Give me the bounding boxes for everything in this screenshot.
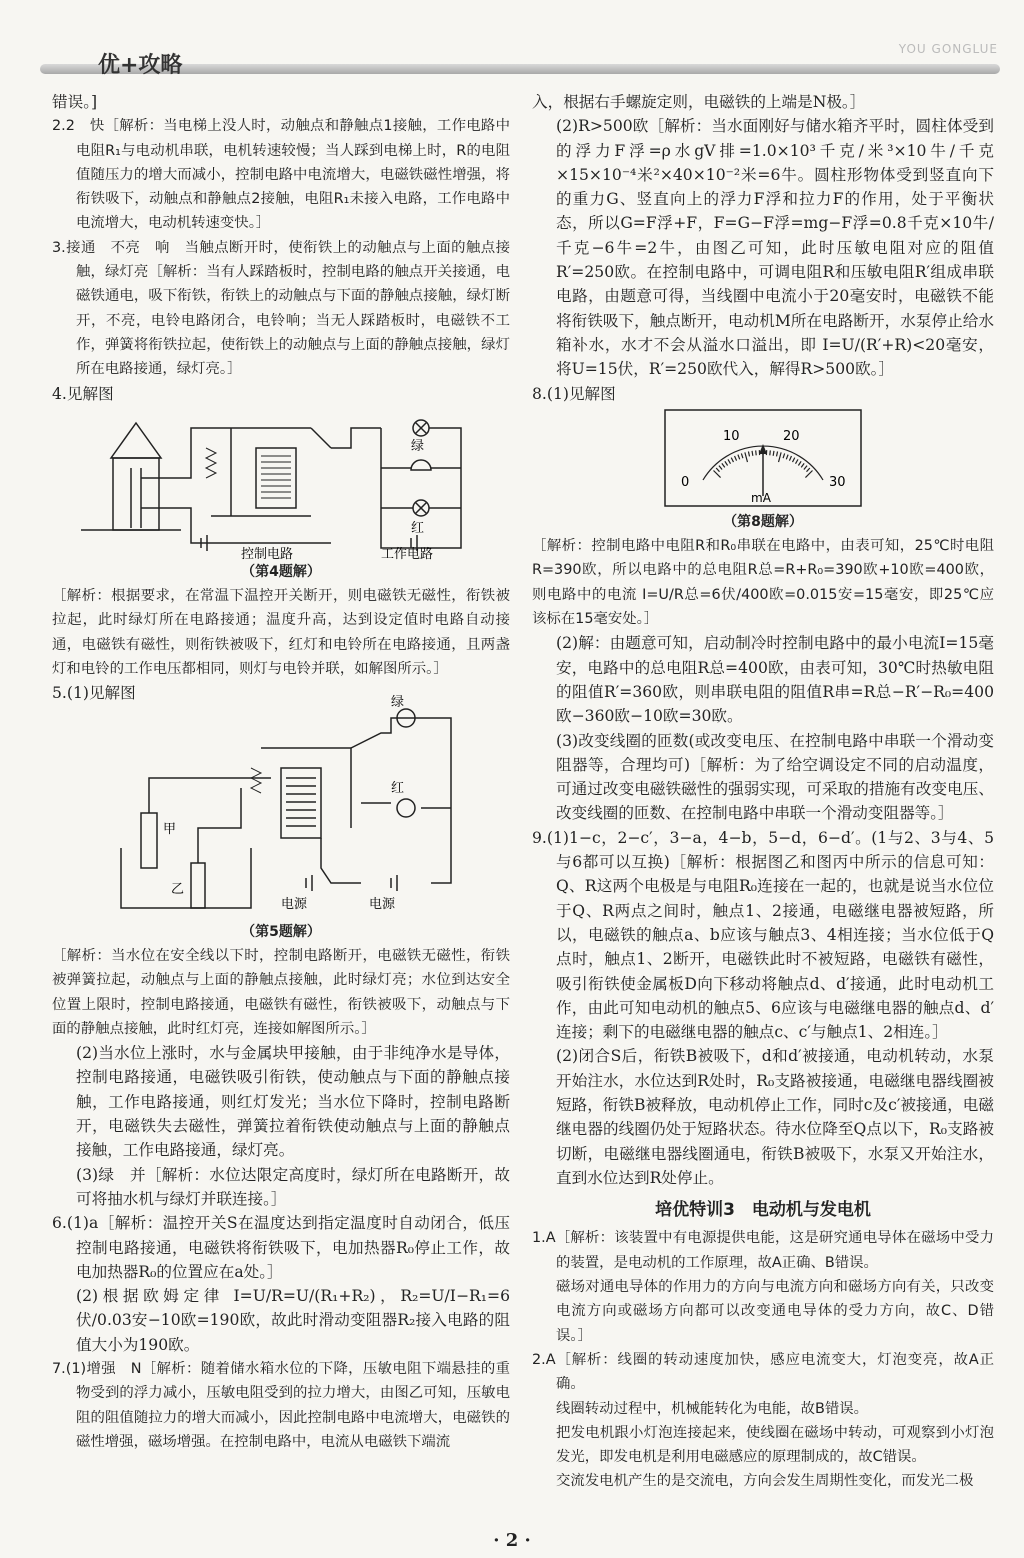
figure-4-circuit xyxy=(81,408,481,562)
scale-tick xyxy=(789,456,791,461)
scale-tick xyxy=(716,468,719,472)
answer-text: 入，根据右手螺旋定则，电磁铁的上端是N极。］ xyxy=(532,93,866,111)
tick-label-0: 0 xyxy=(681,474,690,490)
section-answer-1: 1.A［解析：该装置中有电源提供电能，这是研究通电导体在磁场中受力的装置，是电动机的工作原理，故A正确、B错误。 xyxy=(532,1230,994,1271)
answer-5-part3: (3)绿 并［解析：水位达限定高度时，绿灯所在电路断开，故可将抽水机与绿灯并联连接。］ xyxy=(76,1165,510,1208)
section-answer-2c: 把发电机跟小灯泡连接起来，使线圈在磁场中转动，可观察到小灯泡发光，即发电机是利用电磁感应的原理制成的，故C错误。 xyxy=(556,1424,994,1466)
control-circuit-label: 控制电路 xyxy=(241,546,294,562)
answer-4-explanation: ［解析：根据要求，在常温下温控开关断开，则电磁铁无磁性，衔铁被拉起，此时绿灯所在电路接通；温度升高，达到设定值时电路自动接通，电磁铁有磁性，则衔铁被吸下，红灯和电铃所在电路接通，且两盏灯和电铃的工作电压都相同，则灯与电铃并联，如解图所示。］ xyxy=(52,588,510,678)
answer-4: 4.见解图 xyxy=(52,384,114,403)
header-bar xyxy=(40,64,1000,74)
answer-5: 5.(1)见解图 xyxy=(52,684,136,703)
section-answer-2: 2.A［解析：线圈的转动速度加快，感应电流变大，灯泡变亮，故A正确。 xyxy=(532,1351,994,1393)
work-circuit-label: 工作电路 xyxy=(381,546,434,562)
answer-3: 3.接通 不亮 响 当触点断开时，使衔铁上的动触点与上面的触点接触，绿灯亮［解析：当有人踩踏板时，控制电路的触点开关接通，电磁铁通电，吸下衔铁，衔铁上的动触点与下面的静触点接触，绿灯断开，不亮，电铃电路闭合，电铃响；当无人踩踏板时，电磁铁不工作，弹簧将衔铁拉起，使衔铁上的动触点与上面的静触点接触，绿灯所在电路接通，绿灯亮。］ xyxy=(52,239,510,378)
scale-tick xyxy=(719,465,722,469)
answer-8-part2: (2)解：由题意可知，启动制冷时控制电路中的最小电流I=15毫安，电路中的总电阻R总=400欧，由表可知，30℃时热敏电阻的阻值R′=360欧，则串联电阻的阻值R串=R总−R′−R₀=400欧−360欧−10欧=30欧。 xyxy=(556,634,994,726)
scale-tick xyxy=(738,455,740,460)
scale-tick xyxy=(756,450,757,455)
scale-tick xyxy=(783,453,785,458)
scale-tick xyxy=(741,453,743,458)
figure-5-caption: （第5题解） xyxy=(241,923,321,940)
scale-tick xyxy=(773,451,774,456)
scale-tick xyxy=(748,451,749,456)
answer-5-part2: (2)当水位上涨时，水与金属块甲接触，由于非纯净水是导体，控制电路接通，电磁铁吸引衔铁，使动触点与下面的静触点接触，工作电路接通，则红灯发光；当水位下降时，控制电路断开，电磁铁失去磁性，弹簧拉着衔铁使动触点与上面的静触点接触，工作电路接通，绿灯亮。 xyxy=(76,1044,510,1160)
answer-text: 错误。] xyxy=(52,93,98,111)
power-source-2: 电源 xyxy=(369,896,396,912)
scale-tick xyxy=(728,459,731,463)
metal-block-jia: 甲 xyxy=(163,821,177,837)
scale-tick xyxy=(801,463,804,467)
scale-tick xyxy=(796,459,799,463)
figure-8-ammeter xyxy=(663,408,863,508)
red-lamp-label: 红 xyxy=(411,520,425,536)
scale-tick xyxy=(735,456,737,461)
answer-6-part2: (2)根据欧姆定律 I=U/R=U/(R₁+R₂)，R₂=U/I−R₁=6伏/0.03安−10欧=190欧，故此时滑动变阻器R₂接入电路的阻值大小为190欧。 xyxy=(76,1287,510,1354)
scale-tick xyxy=(731,457,733,461)
section-answer-1b: 磁场对通电导体的作用力的方向与电流方向和磁场方向有关，只改变电流方向或磁场方向都可以改变通电导体的受力方向，故C、D错误。］ xyxy=(556,1279,994,1344)
answer-8: 8.(1)见解图 xyxy=(532,384,616,403)
section-title: 培优特训3 电动机与发电机 xyxy=(655,1200,871,1221)
scale-tick xyxy=(770,450,771,455)
page-number: · 2 · xyxy=(493,1530,531,1551)
scale-tick xyxy=(777,451,778,456)
running-header: YOU GONGLUE xyxy=(898,42,998,56)
scale-tick xyxy=(793,457,795,461)
answer-5-explanation: ［解析：当水位在安全线以下时，控制电路断开，电磁铁无磁性，衔铁被弹簧拉起，动触点与上面的静触点接触，此时绿灯亮；水位到达安全位置上限时，控制电路接通，电磁铁有磁性，衔铁被吸下，动触点与下面的静触点接触，此时红灯亮，连接如解图所示。］ xyxy=(52,947,510,1037)
scale-tick xyxy=(745,452,748,462)
page-header xyxy=(0,0,1024,92)
answer-2: 2.2 快［解析：当电梯上没人时，动触点和静触点1接触，工作电路中电阻R₁与电动机串联，电机转速较慢；当人踩到电梯上时，R的电阻值随压力的增大而减小，控制电路中电流增大，电磁铁磁性增强，将衔铁吸下，动触点和静触点2接触，电阻R₁未接入电路，工作电路中电流增大，电动机转速变快。］ xyxy=(52,118,510,232)
section-answer-2b: 线圈转动过程中，机械能转化为电能，故B错误。 xyxy=(556,1400,869,1417)
scale-tick xyxy=(804,465,807,469)
left-column xyxy=(52,90,510,1454)
answer-9-part1: 9.(1)1−c，2−c′，3−a，4−b，5−d，6−d′。(1与2、3与4、5与6都可以互换)［解析：根据图乙和图丙中所示的信息可知：Q、R这两个电极是与电阻R₀连接在一起的，也就是说当水位位于Q、R两点之间时，触点1、2接通，电磁继电器被短路，所以，电磁铁的触点a、b应该与触点3、4相连接；当水位低于Q点时，触点1、2断开，电磁铁此时不被短路，电磁铁有磁性，吸引衔铁使金属板D向下移动将触点d、d′接通，此时电动机工作，由此可知电动机的触点5、6应该与电磁继电器的触点d、d′连接；剩下的电磁继电器的触点c、c′与触点1、2相连。］ xyxy=(532,828,994,1042)
right-column xyxy=(532,90,994,1494)
brand-logo: 优+攻略 xyxy=(98,53,183,78)
scale-tick xyxy=(752,451,753,456)
figure-4-caption: （第4题解） xyxy=(241,563,321,580)
answer-6-part1: 6.(1)a［解析：温控开关S在温度达到指定温度时自动闭合，低压控制电路接通，电磁铁将衔铁吸下，电加热器R₀停止工作，故电加热器R₀的位置应在a处。］ xyxy=(52,1214,510,1281)
green-lamp-label: 绿 xyxy=(391,694,405,710)
scale-tick xyxy=(725,461,728,465)
answer-9-part2: (2)闭合S后，衔铁B被吸下，d和d′被接通，电动机转动，水泵开始注水，水位达到R处时，R₀支路被接通，电磁继电器线圈被短路，衔铁B被释放，电动机停止工作，同时c及c′被接通，电磁继电器的线圈仍处于短路状态。待水位降至Q点以下，R₀支路被切断，电磁继电器线圈通电，衔铁B被吸下，水泵又开始注水，直到水位达到R处停止。 xyxy=(556,1047,994,1187)
red-lamp-label: 红 xyxy=(391,780,405,796)
answer-7: 7.(1)增强 N［解析：随着储水箱水位的下降，压敏电阻下端悬挂的重物受到的浮力减小，压敏电阻受到的拉力增大，由图乙可知，压敏电阻的阻值随拉力的增大而减小，因此控制电路中电流增大，电磁铁的磁性增强，磁场增强。在控制电路中，电流从电磁铁下端流 xyxy=(52,1360,510,1450)
scale-tick xyxy=(779,452,782,462)
figure-8-caption: （第8题解） xyxy=(723,513,803,530)
metal-block-yi: 乙 xyxy=(171,881,185,897)
tick-label-10: 10 xyxy=(723,428,740,444)
tick-label-20: 20 xyxy=(783,428,800,444)
power-source-1: 电源 xyxy=(281,896,308,912)
answer-8-explanation: ［解析：控制电路中电阻R和R₀串联在电路中，由表可知，25℃时电阻R=390欧，所以电路中的总电阻R总=R+R₀=390欧+10欧=400欧，则电路中的电流 I=U/R总=6伏/400欧=0.015安=15毫安，即25℃应该标在15毫安处。］ xyxy=(532,538,994,628)
unit-label: mA xyxy=(751,490,771,505)
scale-tick xyxy=(722,463,725,467)
green-lamp-label: 绿 xyxy=(411,438,425,454)
scale-tick xyxy=(786,455,788,460)
answer-7-part2: (2)R>500欧［解析：当水面刚好与储水箱齐平时，圆柱体受到的浮力F浮=ρ水gV排=1.0×10³千克/米³×10牛/千克×15×10⁻⁴米²×40×10⁻²米=6牛。圆柱形物体受到竖直向下的重力G、竖直向上的浮力F浮和拉力F的作用，处于平衡状态，所以G=F浮+F，F=G−F浮=mg−F浮=0.8千克×10牛/千克−6牛=2牛，由图乙可知，此时压敏电阻对应的阻值R′=250欧。在控制电路中，可调电阻R和压敏电阻R′组成串联电路，由题意可得，当线圈中电流小于20毫安时，电磁铁不能将衔铁吸下，触点断开，电动机M所在电路断开，水泵停止给水箱补水，水才不会从溢水口溢出，即 I=U/(R′+R)<20毫安，将U=15伏，R′=250欧代入，解得R>500欧。］ xyxy=(556,117,994,379)
section-answer-2d: 交流发电机产生的是交流电，方向会发生周期性变化，而发光二极 xyxy=(556,1473,974,1490)
scale-tick xyxy=(798,461,801,465)
tick-label-30: 30 xyxy=(829,474,846,490)
answer-8-part3: (3)改变线圈的匝数(或改变电压、在控制电路中串联一个滑动变阻器等，合理均可)［解析：为了给空调设定不同的启动温度，可通过改变电磁铁磁性的强弱实现，可采取的措施有改变电压、改变线圈的匝数、在控制电路中串联一个滑动变阻器等。］ xyxy=(556,731,994,823)
figure-5-circuit xyxy=(101,694,461,918)
scale-tick xyxy=(806,468,809,472)
